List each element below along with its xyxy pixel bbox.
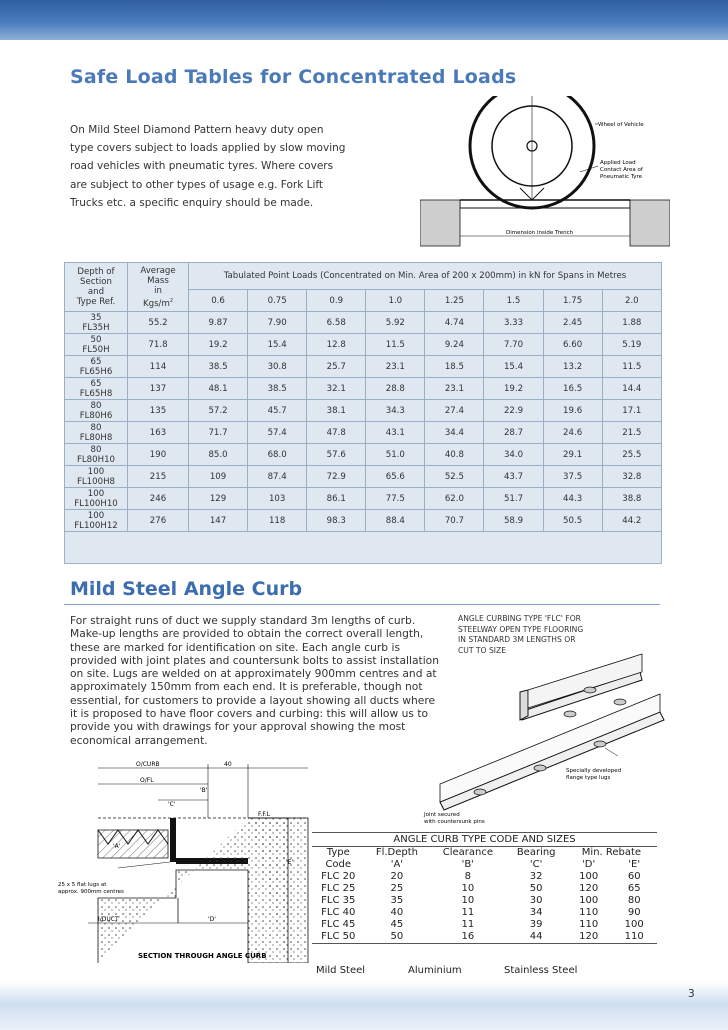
code-cell: 100 [624,919,644,930]
load-cell: 6.60 [543,334,602,356]
span-cell: 1.0 [366,290,425,312]
mass-cell: 55.2 [128,312,189,334]
span-cell: 1.5 [484,290,543,312]
load-cell: 21.5 [602,422,661,444]
body-line: these are marked for identification on site. Each angle curb is [70,640,401,654]
mass-cell: 137 [128,378,189,400]
lugs-label-1: 25 x 5 flat lugs at [58,882,107,888]
load-cell: 34.3 [366,400,425,422]
code-row [312,895,657,907]
top-banner [0,0,728,40]
divider [64,604,660,605]
load-table-row [65,466,662,488]
load-cell: 44.2 [602,510,661,532]
load-cell: 44.3 [543,488,602,510]
material-mild-steel: Mild Steel [316,965,366,976]
load-cell: 57.4 [248,422,307,444]
load-cell: 2.45 [543,312,602,334]
angle-curb-title: Mild Steel Angle Curb [70,578,303,600]
mass-cell: 71.8 [128,334,189,356]
material-stainless: Stainless Steel [504,965,578,976]
bottom-banner [0,982,728,1030]
intro-line: Trucks etc. a specific enquiry should be made. [70,196,314,209]
mass-cell: 276 [128,510,189,532]
depth-ref-cell: 100 FL100H8 [65,466,128,488]
load-cell: 5.92 [366,312,425,334]
code-cell: 40 [390,907,404,918]
load-cell: 40.8 [425,444,484,466]
code-cell: 35 [390,895,404,906]
mass-cell: 190 [128,444,189,466]
intro-line: road vehicles with pneumatic tyres. Where covers [70,160,334,173]
load-cell: 37.5 [543,466,602,488]
joint-label-2: with countersunk pins [424,819,485,825]
angle-curb-paragraph [70,614,440,747]
codes-title: ANGLE CURB TYPE CODE AND SIZES [312,833,657,847]
ffl-label: F.F.L [258,811,271,818]
mass-cell: 215 [128,466,189,488]
code-row [312,871,657,883]
load-cell: 50.5 [543,510,602,532]
mass-cell: 114 [128,356,189,378]
load-cell: 65.6 [366,466,425,488]
e-label: 'E' [286,859,294,866]
load-cell: 29.1 [543,444,602,466]
iduct-label: I/DUCT [98,916,119,923]
lugs-label-2: flange type lugs [566,775,611,781]
load-cell: 17.1 [602,400,661,422]
intro-line: are subject to other types of usage e.g. Fork Lift [70,178,324,191]
load-cell: 22.9 [484,400,543,422]
load-cell: 28.8 [366,378,425,400]
body-line: economical arrangement. [70,733,208,747]
load-table-row [65,488,662,510]
load-table-row [65,510,662,532]
body-line: essential, for customers to provide a layout showing all ducts where [70,693,436,707]
load-cell: 98.3 [307,510,366,532]
load-cell: 38.5 [189,356,248,378]
wheel-label: Wheel of Vehicle [598,122,644,128]
load-cell: 30.8 [248,356,307,378]
load-cell: 71.7 [189,422,248,444]
b-label: 'B' [200,787,208,794]
load-cell: 43.1 [366,422,425,444]
intro-line: type covers subject to loads applied by slow moving [70,142,346,155]
span-cell: 2.0 [602,290,661,312]
load-table-row [65,444,662,466]
depth-ref-cell: 80 FL80H10 [65,444,128,466]
depth-ref-cell: 80 FL80H8 [65,422,128,444]
load-cell: 7.70 [484,334,543,356]
load-cell: 38.5 [248,378,307,400]
load-cell: 19.6 [543,400,602,422]
code-row [312,907,657,919]
code-cell: 110 [579,907,599,918]
code-cell: FLC 45 [321,919,356,930]
load-cell: 118 [248,510,307,532]
code-cell: 32 [529,871,543,882]
span-header: Tabulated Point Loads (Concentrated on Min. Area of 200 x 200mm) in kN for Spans in Metres [189,263,662,290]
dimension-label: Dimension inside Trench [506,230,574,236]
code-cell: 50 [529,883,543,894]
load-cell: 25.7 [307,356,366,378]
code-cell: FLC 25 [321,883,356,894]
lugs-label-1: Specially developed [566,768,622,774]
load-cell: 38.1 [307,400,366,422]
body-line: it is proposed to have floor covers and curbing: this will allow us to [70,707,429,721]
depth-ref-cell: 65 FL65H6 [65,356,128,378]
load-cell: 15.4 [484,356,543,378]
load-cell: 3.33 [484,312,543,334]
a-label: 'A' [113,843,121,850]
angle-curb-drawing [420,652,670,832]
page-number: 3 [688,988,695,1000]
code-cell: 25 [390,883,404,894]
depth-ref-cell: 65 FL65H8 [65,378,128,400]
span-cell: 0.75 [248,290,307,312]
code-cell: FLC 20 [321,871,356,882]
span-cell: 1.25 [425,290,484,312]
load-cell: 28.7 [484,422,543,444]
load-cell: 45.7 [248,400,307,422]
load-cell: 32.1 [307,378,366,400]
body-line: provided with joint plates and countersunk bolts to assist installation [70,653,439,667]
load-cell: 43.7 [484,466,543,488]
span-cell: 0.6 [189,290,248,312]
code-cell: FLC 35 [321,895,356,906]
code-cell: 11 [461,919,475,930]
load-cell: 15.4 [248,334,307,356]
depth-ref-cell: 80 FL80H6 [65,400,128,422]
dim40-label: 40 [224,761,232,768]
code-cell: 45 [390,919,404,930]
load-cell: 4.74 [425,312,484,334]
span-cell: 1.75 [543,290,602,312]
load-cell: 34.0 [484,444,543,466]
code-cell: 16 [429,931,506,944]
load-cell: 51.7 [484,488,543,510]
intro-line: On Mild Steel Diamond Pattern heavy duty open [70,124,324,136]
mass-cell: 135 [128,400,189,422]
load-cell: 109 [189,466,248,488]
body-line: on site. Lugs are welded on at approximately 900mm centres and at [70,667,437,681]
depth-ref-cell: 50 FL50H [65,334,128,356]
body-line: approximately 150mm from each end. It is preferable, though not [70,680,423,694]
depth-ref-cell: 35 FL35H [65,312,128,334]
load-label-2: Contact Area of [600,167,643,173]
code-cell: 120 [566,931,612,944]
depth-header: Depth of Section and Type Ref. [65,263,128,312]
mass-cell: 163 [128,422,189,444]
load-cell: 57.6 [307,444,366,466]
load-table-row [65,356,662,378]
load-cell: 38.8 [602,488,661,510]
section-caption: SECTION THROUGH ANGLE CURB [138,952,267,960]
code-cell: 80 [627,895,641,906]
code-cell: 60 [627,871,641,882]
load-table-row [65,312,662,334]
body-line: For straight runs of duct we supply standard 3m lengths of curb. [70,614,416,627]
mass-header: Average Mass in Kgs/$m^2$ [128,263,189,312]
load-label-3: Pneumatic Tyre [600,174,643,180]
code-cell: 20 [390,871,404,882]
code-cell: 90 [627,907,641,918]
load-cell: 48.1 [189,378,248,400]
load-cell: 52.5 [425,466,484,488]
load-cell: 7.90 [248,312,307,334]
code-cell: 34 [529,907,543,918]
body-line: provide you with drawings for your approval showing the most [70,720,406,734]
load-cell: 23.1 [425,378,484,400]
load-cell: 85.0 [189,444,248,466]
load-cell: 13.2 [543,356,602,378]
load-cell: 86.1 [307,488,366,510]
code-cell: 120 [579,883,599,894]
code-cell: 65 [627,883,641,894]
c-label: 'C' [168,801,176,808]
code-cell: FLC 50 [312,931,365,944]
load-cell: 32.8 [602,466,661,488]
ofl-label: O/FL [140,777,154,784]
load-cell: 57.2 [189,400,248,422]
code-cell: 110 [611,931,657,944]
code-cell: 44 [506,931,565,944]
code-cell: 100 [579,895,599,906]
load-cell: 34.4 [425,422,484,444]
angle-curb-caption: ANGLE CURBING TYPE 'FLC' FOR STEELWAY OPEN TYPE FLOORING IN STANDARD 3M LENGTHS OR CUT TO SIZE [458,614,584,655]
code-cell: 110 [579,919,599,930]
load-cell: 5.19 [602,334,661,356]
code-cell: 10 [461,895,475,906]
code-cell: 8 [464,871,472,882]
code-cell: 50 [365,931,430,944]
load-cell: 147 [189,510,248,532]
load-table-row [65,400,662,422]
load-cell: 14.4 [602,378,661,400]
load-cell: 70.7 [425,510,484,532]
code-cell: 39 [529,919,543,930]
load-cell: 103 [248,488,307,510]
load-cell: 51.0 [366,444,425,466]
load-table-row [65,422,662,444]
d-label: 'D' [208,916,216,923]
load-cell: 87.4 [248,466,307,488]
mass-cell: 246 [128,488,189,510]
code-row [312,931,657,944]
load-cell: 58.9 [484,510,543,532]
safe-load-title: Safe Load Tables for Concentrated Loads [70,66,517,88]
load-cell: 6.58 [307,312,366,334]
load-cell: 47.8 [307,422,366,444]
load-cell: 88.4 [366,510,425,532]
angle-curb-codes-table: ANGLE CURB TYPE CODE AND SIZES Type Fl.Depth Clearance Bearing Min. Rebate Code 'A' 'B' 'C' 'D' 'E' FLC 20 20 8 32 100 60 FLC 25 25 10 50 120 65 FLC 35 35 10 30 100 80 FLC 40 40 11 34 110 90 FLC 45 45 11 39 110 100 FLC 50 50 16 44 120 110 [312,832,657,944]
joint-label-1: Joint secured [424,812,460,818]
load-cell: 68.0 [248,444,307,466]
load-cell: 11.5 [602,356,661,378]
lugs-label-2: approx. 900mm centres [58,889,124,895]
code-cell: 100 [579,871,599,882]
load-cell: 62.0 [425,488,484,510]
load-cell: 19.2 [189,334,248,356]
load-cell: 19.2 [484,378,543,400]
load-cell: 11.5 [366,334,425,356]
load-cell: 25.5 [602,444,661,466]
wheel-on-trench-diagram [420,96,670,256]
load-cell: 24.6 [543,422,602,444]
code-row [312,883,657,895]
load-label-1: Applied Load [600,160,636,166]
load-cell: 129 [189,488,248,510]
load-cell: 18.5 [425,356,484,378]
load-cell: 12.8 [307,334,366,356]
load-cell: 72.9 [307,466,366,488]
load-cell: 23.1 [366,356,425,378]
load-cell: 9.87 [189,312,248,334]
load-table-row [65,334,662,356]
load-cell: 1.88 [602,312,661,334]
span-cell: 0.9 [307,290,366,312]
load-cell: 77.5 [366,488,425,510]
ocurb-label: O/CURB [136,761,160,768]
depth-ref-cell: 100 FL100H10 [65,488,128,510]
body-line: Make-up lengths are provided to obtain the correct overall length, [70,627,424,641]
section-through-angle-curb [58,758,313,963]
load-cell: 9.24 [425,334,484,356]
load-table-row [65,378,662,400]
code-cell: FLC 40 [321,907,356,918]
code-cell: 30 [529,895,543,906]
load-cell: 27.4 [425,400,484,422]
material-aluminium: Aluminium [408,965,462,976]
safe-load-table [64,262,662,532]
load-cell: 16.5 [543,378,602,400]
code-cell: 11 [461,907,475,918]
code-cell: 10 [461,883,475,894]
depth-ref-cell: 100 FL100H12 [65,510,128,532]
code-row [312,919,657,931]
intro-paragraph [70,121,370,212]
